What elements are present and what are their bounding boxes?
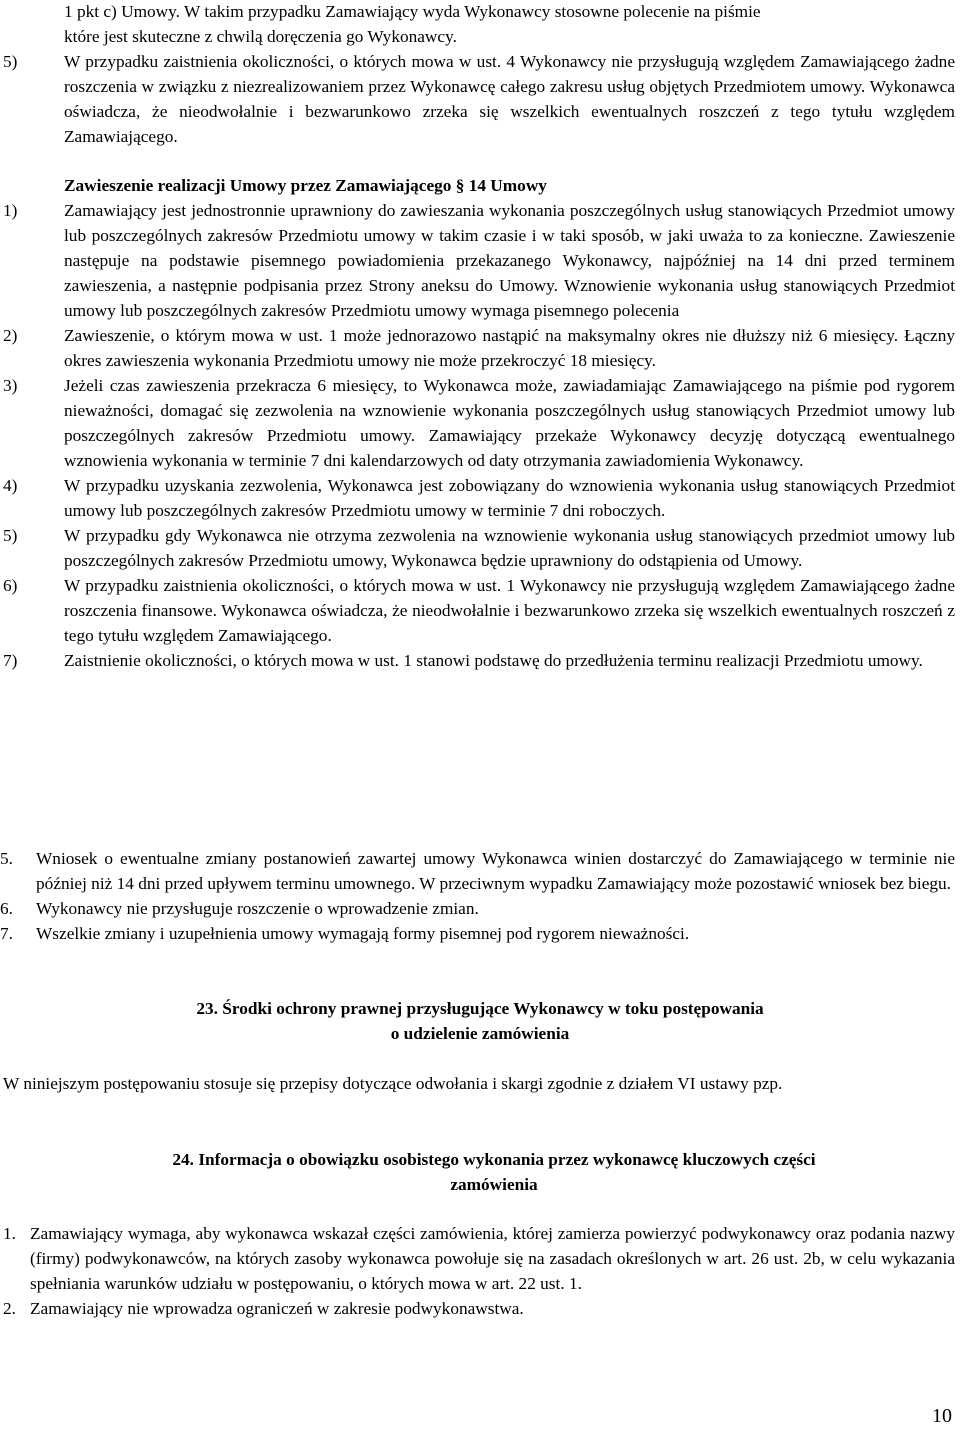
item-text: W przypadku uzyskania zezwolenia, Wykonawca jest zobowiązany do wznowienia wykonania usług stanowiących Przedmiot umowy lub poszczególnych zakresów Przedmiotu umowy w terminie 7 dni roboczych. — [64, 476, 955, 520]
item-number: 3) — [3, 376, 18, 395]
list-item — [0, 198, 960, 323]
continuation-line: które jest skuteczne z chwilą doręczenia go Wykonawcy. — [64, 27, 457, 46]
item-text: Zamawiający wymaga, aby wykonawca wskazał części zamówienia, której zamierza powierzyć podwykonawcy oraz podania nazwy (firmy) podwykonawców, na których zasoby wykonawca powołuje się na zasadach określonych w art. 26 ust. 2b, w celu wykazania spełniania warunków udziału w postępowaniu, o których mowa w art. 22 ust. 1. — [30, 1224, 955, 1293]
list-item — [0, 1221, 960, 1296]
section-24 — [0, 1147, 960, 1197]
list-item — [0, 473, 960, 523]
continuation-line: 1 pkt c) Umowy. W takim przypadku Zamawiający wyda Wykonawcy stosowne polecenie na piśmie — [64, 2, 761, 21]
list-item — [0, 523, 960, 573]
item-number: 1) — [3, 201, 18, 220]
list-item — [0, 921, 960, 946]
list-item — [0, 49, 960, 149]
item-text: Wniosek o ewentualne zmiany postanowień zawartej umowy Wykonawca winien dostarczyć do Zamawiającego w terminie nie później niż 14 dni przed upływem terminu umownego. W przeciwnym wypadku Zamawiający może pozostawić wniosek bez biegu. — [36, 849, 955, 893]
list-item — [0, 846, 960, 896]
item-text: Zamawiający jest jednostronnie uprawniony do zawieszania wykonania poszczególnych usług stanowiących Przedmiot umowy lub poszczególnych zakresów Przedmiotu umowy w takim czasie i w taki sposób, w jaki uważa to za konieczne. Zawieszenie następuje na podstawie pisemnego powiadomienia przekazanego Wykonawcy, najpóźniej na 14 dni przed terminem zawieszenia, a następnie podpisania przez Strony aneksu do Umowy. Wznowienie wykonania usług stanowiących Przedmiot umowy lub poszczególnych zakresów Przedmiotu umowy wymaga pisemnego polecenia — [64, 201, 955, 320]
list-item — [0, 648, 960, 673]
item-number: 7) — [3, 651, 18, 670]
top-continuation — [0, 0, 960, 149]
item-number: 5. — [0, 849, 13, 868]
page-number: 10 — [932, 1405, 952, 1427]
item-text: W przypadku zaistnienia okoliczności, o których mowa w ust. 4 Wykonawcy nie przysługują względem Zamawiającego żadne roszczenia w związku z niezrealizowaniem przez Wykonawcę całego zakresu usług objętych Przedmiotem umowy. Wykonawca oświadcza, że nieodwołalnie i bezwarunkowo zrzeka się wszelkich ewentualnych roszczeń z tego tytułu względem Zamawiającego. — [64, 52, 955, 146]
section-text: W niniejszym postępowaniu stosuje się przepisy dotyczące odwołania i skargi zgodnie z działem VI ustawy pzp. — [3, 1074, 783, 1093]
item-number: 2) — [3, 326, 18, 345]
item-text: Wszelkie zmiany i uzupełnienia umowy wymagają formy pisemnej pod rygorem nieważności. — [36, 924, 690, 943]
list-item — [0, 323, 960, 373]
item-text: Zaistnienie okoliczności, o których mowa w ust. 1 stanowi podstawę do przedłużenia terminu realizacji Przedmiotu umowy. — [64, 651, 923, 670]
section-heading: 24. Informacja o obowiązku osobistego wykonania przez wykonawcę kluczowych części — [172, 1150, 816, 1169]
list-item — [0, 1296, 960, 1321]
item-number: 4) — [3, 476, 18, 495]
section-heading: o udzielenie zamówienia — [390, 1024, 570, 1043]
item-text: Zawieszenie, o którym mowa w ust. 1 może jednorazowo nastąpić na maksymalny okres nie dłuższy niż 6 miesięcy. Łączny okres zawieszenia wykonania Przedmiotu umowy nie może przekroczyć 18 miesięcy. — [64, 326, 955, 370]
item-text: Jeżeli czas zawieszenia przekracza 6 miesięcy, to Wykonawca może, zawiadamiając Zamawiającego na piśmie pod rygorem nieważności, domagać się zezwolenia na wznowienie wykonania poszczególnych usług stanowiących Przedmiot umowy lub poszczególnych zakresów Przedmiotu umowy. Zamawiający przekaże Wykonawcy decyzję dotyczącą ewentualnego wznowienia wykonania w terminie 7 dni kalendarzowych od daty otrzymania zawiadomienia Wykonawcy. — [64, 376, 955, 470]
item-number: 5) — [3, 526, 18, 545]
subsection-title: Zawieszenie realizacji Umowy przez Zamawiającego § 14 Umowy — [64, 176, 547, 195]
section-heading: 23. Środki ochrony prawnej przysługujące Wykonawcy w toku postępowania — [196, 999, 764, 1018]
item-number: 2. — [3, 1299, 16, 1318]
outer-list — [0, 846, 960, 946]
item-number: 6. — [0, 899, 13, 918]
section-24-list — [0, 1221, 960, 1321]
list-item — [0, 573, 960, 648]
section-23-body — [0, 1071, 960, 1096]
item-number: 5) — [3, 52, 18, 71]
suspension-section — [0, 173, 960, 673]
item-number: 1. — [3, 1224, 16, 1243]
section-23 — [0, 996, 960, 1046]
item-number: 7. — [0, 924, 13, 943]
list-item — [0, 373, 960, 473]
item-text: Wykonawcy nie przysługuje roszczenie o wprowadzenie zmian. — [36, 899, 479, 918]
list-item — [0, 896, 960, 921]
item-number: 6) — [3, 576, 18, 595]
item-text: W przypadku gdy Wykonawca nie otrzyma zezwolenia na wznowienie wykonania usług stanowiących przedmiot umowy lub poszczególnych zakresów Przedmiotu umowy, Wykonawca będzie uprawniony do odstąpienia od Umowy. — [64, 526, 955, 570]
item-text: Zamawiający nie wprowadza ograniczeń w zakresie podwykonawstwa. — [30, 1299, 524, 1318]
section-heading: zamówienia — [450, 1175, 538, 1194]
item-text: W przypadku zaistnienia okoliczności, o których mowa w ust. 1 Wykonawcy nie przysługują względem Zamawiającego żadne roszczenia finansowe. Wykonawca oświadcza, że nieodwołalnie i bezwarunkowo zrzeka się wszelkich ewentualnych roszczeń z tego tytułu względem Zamawiającego. — [64, 576, 955, 645]
